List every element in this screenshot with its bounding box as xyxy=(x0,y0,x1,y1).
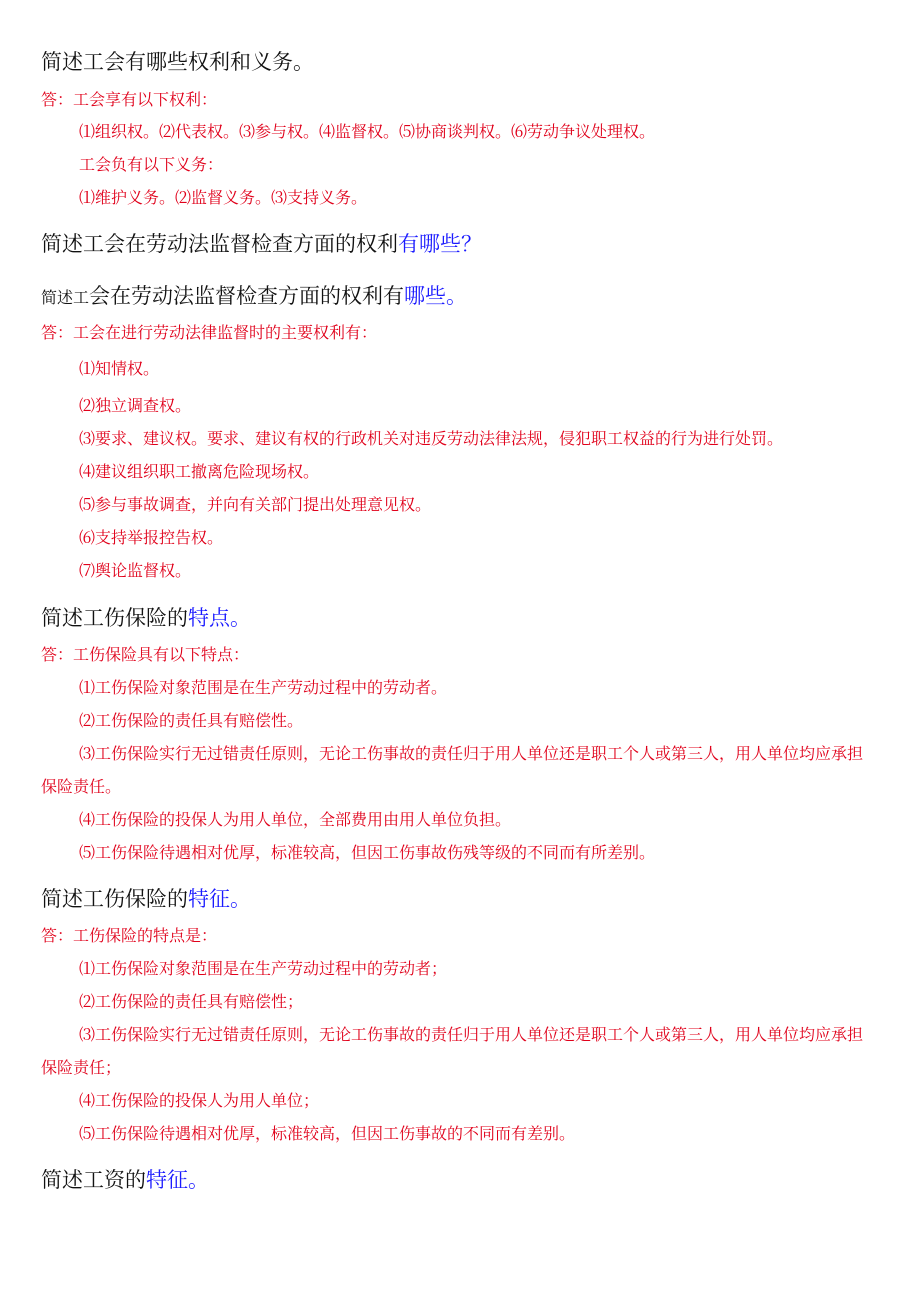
answer-intro: 答：工伤保险的特点是： xyxy=(41,926,218,945)
question-union-rights-duties xyxy=(41,48,314,76)
list-item: ⑴工伤保险对象范围是在生产劳动过程中的劳动者； xyxy=(79,959,448,978)
list-item: ⑸参与事故调查，并向有关部门提出处理意见权。 xyxy=(79,495,432,514)
question-highlight: 特征。 xyxy=(188,887,251,911)
list-item: ⑴知情权。 xyxy=(79,359,160,378)
list-item: ⑷工伤保险的投保人为用人单位； xyxy=(79,1091,320,1110)
list-item: ⑶要求、建议权。要求、建议有权的行政机关对违反劳动法律法规，侵犯职工权益的行为进行处罚。 xyxy=(79,429,784,448)
answer-intro: 答：工伤保险具有以下特点： xyxy=(41,645,250,664)
list-item: ⑵独立调查权。 xyxy=(79,396,192,415)
question-prefix-small: 简述工 xyxy=(41,288,90,307)
list-item: ⑶工伤保险实行无过错责任原则，无论工伤事故的责任归于用人单位还是职工个人或第三人，用人单位均应承担保险责任； xyxy=(41,1025,864,1077)
list-item: ⑷建议组织职工撤离危险现场权。 xyxy=(79,462,320,481)
question-text: 简述工会在劳动法监督检查方面的权利 xyxy=(41,232,398,256)
list-item: ⑸工伤保险待遇相对优厚，标准较高，但因工伤事故伤残等级的不同而有所差别。 xyxy=(79,843,656,862)
question-text: 简述工伤保险的 xyxy=(41,606,188,630)
answer-intro: 答：工会享有以下权利： xyxy=(41,90,218,109)
list-item: ⑵工伤保险的责任具有赔偿性； xyxy=(79,992,304,1011)
question-text: 简述工资的 xyxy=(41,1168,146,1192)
question-text: 会在劳动法监督检查方面的权利有 xyxy=(89,284,405,308)
list-item: ⑶工伤保险实行无过错责任原则，无论工伤事故的责任归于用人单位还是职工个人或第三人，用人单位均应承担保险责任。 xyxy=(41,744,864,796)
question-injury-insurance-characteristics xyxy=(41,885,251,913)
list-item: ⑴工伤保险对象范围是在生产劳动过程中的劳动者。 xyxy=(79,678,448,697)
question-highlight: 哪些。 xyxy=(404,284,468,308)
question-highlight: 有哪些？ xyxy=(398,232,482,256)
list-item: ⑵工伤保险的责任具有赔偿性。 xyxy=(79,711,304,730)
question-text: 简述工会有哪些权利和义务。 xyxy=(41,50,314,74)
question-wage-characteristics xyxy=(41,1166,209,1194)
rights-list: ⑴组织权。⑵代表权。⑶参与权。⑷监督权。⑸协商谈判权。⑹劳动争议处理权。 xyxy=(79,122,656,141)
list-item: ⑸工伤保险待遇相对优厚，标准较高，但因工伤事故的不同而有差别。 xyxy=(79,1124,576,1143)
list-item: ⑺舆论监督权。 xyxy=(79,561,192,580)
question-injury-insurance-features xyxy=(41,604,251,632)
answer-intro: 答：工会在进行劳动法律监督时的主要权利有： xyxy=(41,323,378,342)
duties-list: ⑴维护义务。⑵监督义务。⑶支持义务。 xyxy=(79,188,368,207)
question-text: 简述工伤保险的 xyxy=(41,887,188,911)
list-item: ⑹支持举报控告权。 xyxy=(79,528,224,547)
question-union-supervision-repeat xyxy=(41,282,467,312)
question-union-supervision xyxy=(41,230,482,258)
list-item: ⑷工伤保险的投保人为用人单位，全部费用由用人单位负担。 xyxy=(79,810,512,829)
question-highlight: 特征。 xyxy=(146,1168,209,1192)
duty-intro: 工会负有以下义务： xyxy=(79,155,224,174)
question-highlight: 特点。 xyxy=(188,606,251,630)
